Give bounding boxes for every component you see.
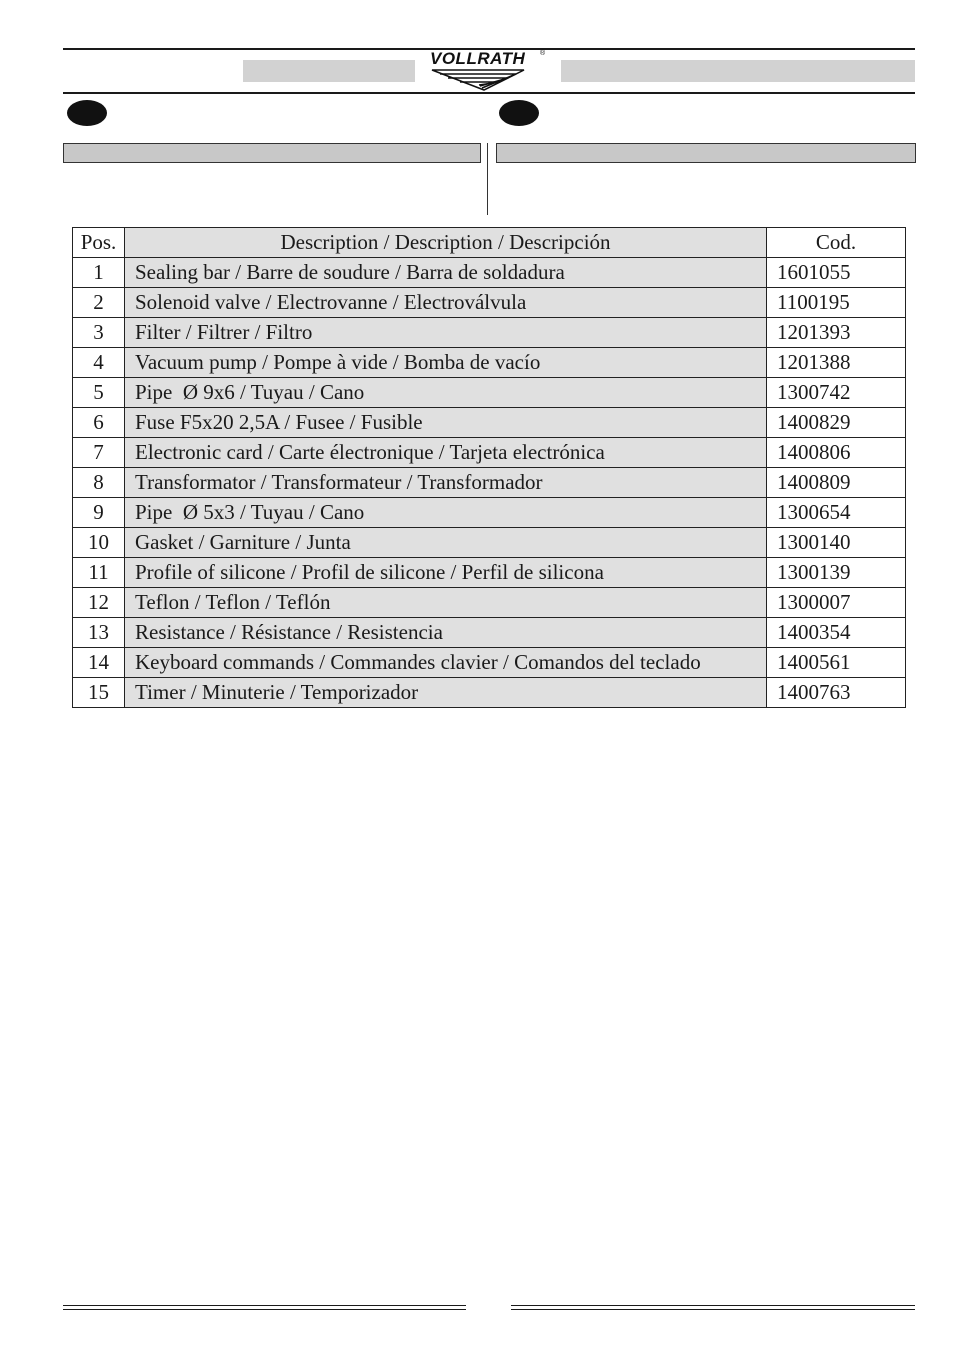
row-pos: 10 xyxy=(73,528,125,558)
header-right-bar xyxy=(561,60,915,82)
row-description: Profile of silicone / Profil de silicone / Perfil de silicona xyxy=(125,558,767,588)
language-badge-right xyxy=(499,100,539,126)
row-description: Pipe Ø 9x6 / Tuyau / Cano xyxy=(125,378,767,408)
table-row xyxy=(73,648,906,678)
header-cod: Cod. xyxy=(767,228,906,258)
language-badge-left xyxy=(67,100,107,126)
row-pos: 5 xyxy=(73,378,125,408)
row-pos: 9 xyxy=(73,498,125,528)
row-cod: 1400829 xyxy=(767,408,906,438)
section-bar-left xyxy=(63,143,481,163)
row-cod: 1300007 xyxy=(767,588,906,618)
table-row xyxy=(73,618,906,648)
row-pos: 6 xyxy=(73,408,125,438)
row-description: Timer / Minuterie / Temporizador xyxy=(125,678,767,708)
row-cod: 1100195 xyxy=(767,288,906,318)
row-cod: 1300654 xyxy=(767,498,906,528)
row-description: Vacuum pump / Pompe à vide / Bomba de vacío xyxy=(125,348,767,378)
row-cod: 1201393 xyxy=(767,318,906,348)
row-cod: 1400806 xyxy=(767,438,906,468)
header-pos: Pos. xyxy=(73,228,125,258)
row-cod: 1201388 xyxy=(767,348,906,378)
table-row xyxy=(73,588,906,618)
table-row xyxy=(73,348,906,378)
footer-rule-left-1 xyxy=(63,1305,466,1306)
table-row xyxy=(73,318,906,348)
row-pos: 14 xyxy=(73,648,125,678)
table-row xyxy=(73,288,906,318)
row-pos: 15 xyxy=(73,678,125,708)
section-bar-right xyxy=(496,143,916,163)
vollrath-logo xyxy=(424,46,548,94)
row-pos: 2 xyxy=(73,288,125,318)
row-description: Fuse F5x20 2,5A / Fusee / Fusible xyxy=(125,408,767,438)
row-description: Transformator / Transformateur / Transformador xyxy=(125,468,767,498)
row-pos: 7 xyxy=(73,438,125,468)
table-row xyxy=(73,408,906,438)
parts-table xyxy=(72,227,906,708)
row-description: Teflon / Teflon / Teflón xyxy=(125,588,767,618)
row-cod: 1400354 xyxy=(767,618,906,648)
row-pos: 12 xyxy=(73,588,125,618)
row-description: Pipe Ø 5x3 / Tuyau / Cano xyxy=(125,498,767,528)
table-row xyxy=(73,498,906,528)
row-pos: 4 xyxy=(73,348,125,378)
logo-text: VOLLRATH xyxy=(430,49,526,68)
row-description: Filter / Filtrer / Filtro xyxy=(125,318,767,348)
row-cod: 1300742 xyxy=(767,378,906,408)
row-pos: 11 xyxy=(73,558,125,588)
row-cod: 1601055 xyxy=(767,258,906,288)
row-description: Keyboard commands / Commandes clavier / Comandos del teclado xyxy=(125,648,767,678)
table-row xyxy=(73,438,906,468)
row-pos: 3 xyxy=(73,318,125,348)
row-pos: 1 xyxy=(73,258,125,288)
footer-rule-right-1 xyxy=(511,1305,915,1306)
row-cod: 1300139 xyxy=(767,558,906,588)
row-description: Resistance / Résistance / Resistencia xyxy=(125,618,767,648)
row-pos: 8 xyxy=(73,468,125,498)
header-description: Description / Description / Descripción xyxy=(125,228,767,258)
column-divider xyxy=(487,143,488,215)
row-cod: 1300140 xyxy=(767,528,906,558)
row-cod: 1400561 xyxy=(767,648,906,678)
row-cod: 1400763 xyxy=(767,678,906,708)
table-row xyxy=(73,678,906,708)
row-cod: 1400809 xyxy=(767,468,906,498)
footer-rule-right-2 xyxy=(511,1309,915,1310)
table-header-row xyxy=(73,228,906,258)
row-description: Solenoid valve / Electrovanne / Electroválvula xyxy=(125,288,767,318)
row-description: Electronic card / Carte électronique / Tarjeta electrónica xyxy=(125,438,767,468)
footer-rule-left-2 xyxy=(63,1309,466,1310)
row-description: Sealing bar / Barre de soudure / Barra de soldadura xyxy=(125,258,767,288)
table-row xyxy=(73,468,906,498)
table-row xyxy=(73,258,906,288)
header-left-bar xyxy=(243,60,415,82)
registered-mark: ® xyxy=(540,50,546,57)
table-row xyxy=(73,558,906,588)
table-row xyxy=(73,528,906,558)
row-description: Gasket / Garniture / Junta xyxy=(125,528,767,558)
table-row xyxy=(73,378,906,408)
row-pos: 13 xyxy=(73,618,125,648)
